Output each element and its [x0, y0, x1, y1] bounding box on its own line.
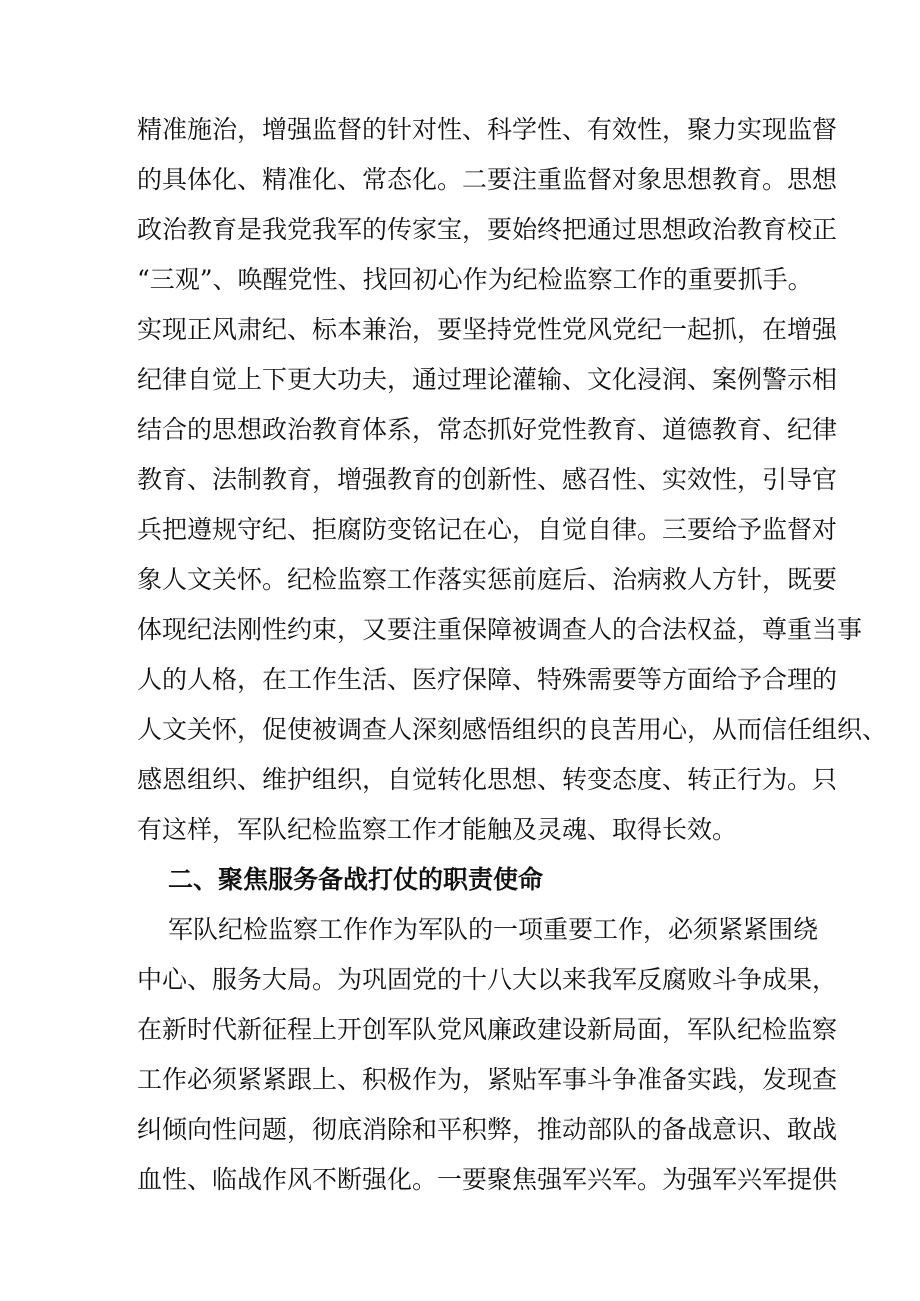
paragraph-line: 的具体化、精准化、常态化。二要注重监督对象思想教育。思想: [137, 165, 838, 194]
paragraph-line: 精准施治，增强监督的针对性、科学性、有效性，聚力实现监督: [137, 115, 838, 144]
paragraph-line: 工作必须紧紧跟上、积极作为，紧贴军事斗争准备实践，发现查: [137, 1065, 838, 1094]
paragraph-line: 纪律自觉上下更大功夫，通过理论灌输、文化浸润、案例警示相: [137, 365, 838, 394]
paragraph-line: 人文关怀，促使被调查人深刻感悟组织的良苦用心，从而信任组织、: [137, 715, 888, 744]
paragraph-line: 人的人格，在工作生活、医疗保障、特殊需要等方面给予合理的: [137, 665, 838, 694]
paragraph-line: 象人文关怀。纪检监察工作落实惩前庭后、治病救人方针，既要: [137, 565, 838, 594]
paragraph-line: “三观”、唤醒党性、找回初心作为纪检监察工作的重要抓手。: [137, 265, 813, 294]
paragraph-line: 血性、临战作风不断强化。一要聚焦强军兴军。为强军兴军提供: [137, 1165, 838, 1194]
paragraph-line: 教育、法制教育，增强教育的创新性、感召性、实效性，引导官: [137, 465, 838, 494]
section-heading: 二、聚焦服务备战打仗的职责使命: [168, 865, 544, 894]
paragraph-line: 感恩组织、维护组织，自觉转化思想、转变态度、转正行为。只: [137, 765, 838, 794]
paragraph-line: 在新时代新征程上开创军队党风廉政建设新局面，军队纪检监察: [137, 1015, 838, 1044]
paragraph-line: 中心、服务大局。为巩固党的十八大以来我军反腐败斗争成果，: [137, 965, 838, 994]
paragraph-line: 结合的思想政治教育体系，常态抓好党性教育、道德教育、纪律: [137, 415, 838, 444]
paragraph-line: 政治教育是我党我军的传家宝，要始终把通过思想政治教育校正: [137, 215, 838, 244]
paragraph-line: 实现正风肃纪、标本兼治，要坚持党性党风党纪一起抓，在增强: [137, 315, 838, 344]
paragraph-line: 兵把遵规守纪、拒腐防变铭记在心，自觉自律。三要给予监督对: [137, 515, 838, 544]
paragraph-line: 体现纪法刚性约束，又要注重保障被调查人的合法权益，尊重当事: [137, 615, 863, 644]
paragraph-line: 军队纪检监察工作作为军队的一项重要工作，必须紧紧围绕: [168, 915, 819, 944]
paragraph-line: 纠倾向性问题，彻底消除和平积弊，推动部队的备战意识、敢战: [137, 1115, 838, 1144]
paragraph-line: 有这样，军队纪检监察工作才能触及灵魂、取得长效。: [137, 815, 738, 844]
